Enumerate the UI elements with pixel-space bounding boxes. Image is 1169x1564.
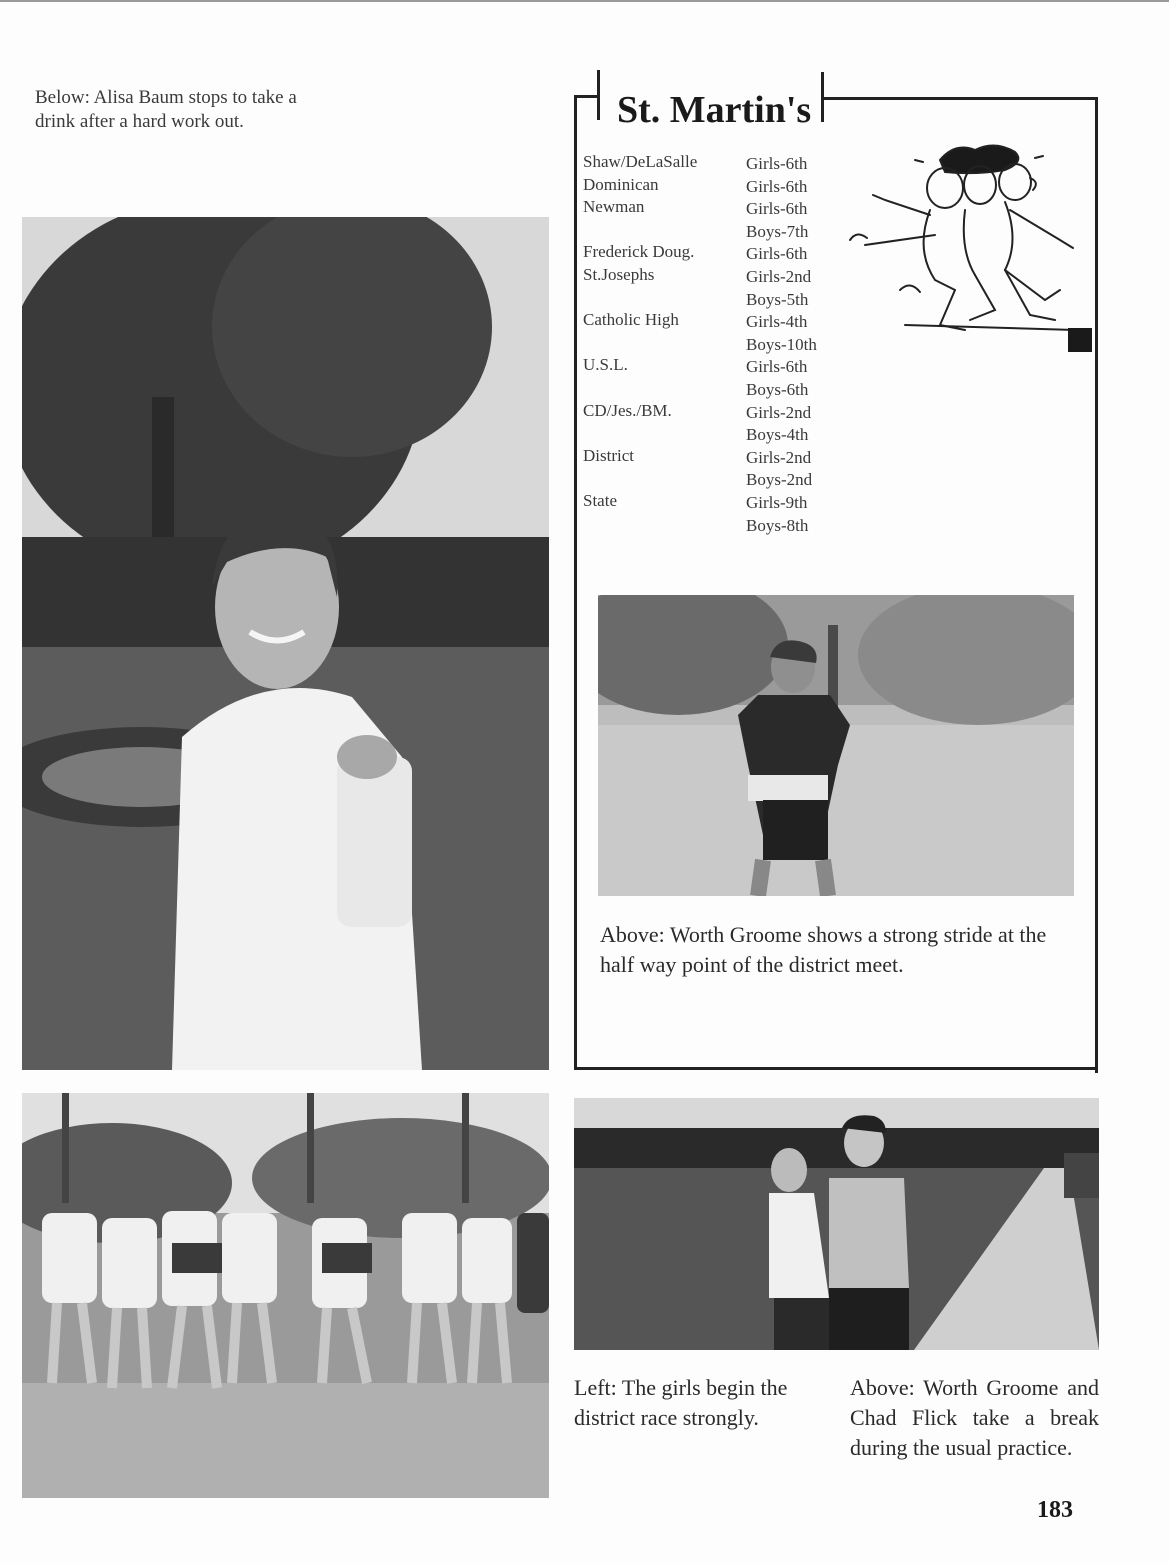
place-result: Boys-6th xyxy=(746,379,809,399)
place-result: Boys-8th xyxy=(746,515,809,535)
place-result: Girls-6th xyxy=(746,154,808,173)
meet-name xyxy=(583,219,697,242)
place-result: Girls-9th xyxy=(746,492,808,512)
meet-name: Newman xyxy=(583,197,645,217)
results-box-top-border xyxy=(822,97,1098,100)
top-rule xyxy=(0,0,1169,2)
title-bracket-left xyxy=(597,70,600,120)
place-result: Boys-2nd xyxy=(746,470,813,490)
runners-cartoon-illustration xyxy=(845,140,1085,340)
decorative-square xyxy=(1068,328,1092,352)
meet-name xyxy=(583,332,697,355)
page-number: 183 xyxy=(1037,1497,1073,1523)
place-result: Boys-4th xyxy=(746,425,809,445)
place-result: Boys-10th xyxy=(746,334,817,354)
meet-name xyxy=(583,287,697,310)
meet-name: State xyxy=(583,490,617,510)
photo-alisa-baum xyxy=(22,217,549,1070)
meet-name: District xyxy=(583,445,634,465)
results-box-right-border xyxy=(1095,98,1098,1073)
caption-alisa-baum: Below: Alisa Baum stops to take a drink after a hard work out. xyxy=(35,87,297,132)
place-result: Girls-2nd xyxy=(746,266,812,286)
place-result: Girls-6th xyxy=(746,176,808,196)
meet-name xyxy=(583,467,697,490)
place-result: Girls-2nd xyxy=(746,447,812,467)
photo-worth-groome-running xyxy=(598,595,1074,896)
meet-name: CD/Jes./BM. xyxy=(583,400,672,420)
results-box-bottom-border xyxy=(574,1067,1098,1070)
caption-worth-groome-stride: Above: Worth Groome shows a strong stride at the half way point of the district meet. xyxy=(600,922,1047,977)
meet-name: Dominican xyxy=(583,174,659,194)
meet-name: St.Josephs xyxy=(583,264,655,284)
meet-name xyxy=(583,422,697,445)
caption-girls-race: Left: The girls begin the district race strongly. xyxy=(574,1375,788,1430)
place-result: Girls-2nd xyxy=(746,402,812,422)
meet-name: Catholic High xyxy=(583,310,679,330)
place-result: Boys-5th xyxy=(746,289,809,309)
meet-name xyxy=(583,377,697,400)
caption-groome-flick-break: Above: Worth Groome and Chad Flick take a break during the usual practice. xyxy=(850,1375,1099,1460)
place-result: Girls-6th xyxy=(746,357,808,377)
meet-name: U.S.L. xyxy=(583,355,628,375)
title-bracket-right xyxy=(821,72,824,122)
place-result: Girls-6th xyxy=(746,244,808,264)
results-box-left-border xyxy=(574,95,577,1070)
place-result: Girls-4th xyxy=(746,312,808,332)
meets-column xyxy=(583,151,697,535)
photo-girls-race-start xyxy=(22,1093,549,1498)
results-title: St. Martin's xyxy=(617,89,812,131)
meet-name xyxy=(583,513,697,536)
photo-groome-and-flick xyxy=(574,1098,1099,1350)
meet-name: Shaw/DeLaSalle xyxy=(583,152,698,171)
places-column xyxy=(746,153,817,537)
place-result: Girls-6th xyxy=(746,199,808,219)
place-result: Boys-7th xyxy=(746,221,809,241)
meet-name: Frederick Doug. xyxy=(583,242,695,262)
